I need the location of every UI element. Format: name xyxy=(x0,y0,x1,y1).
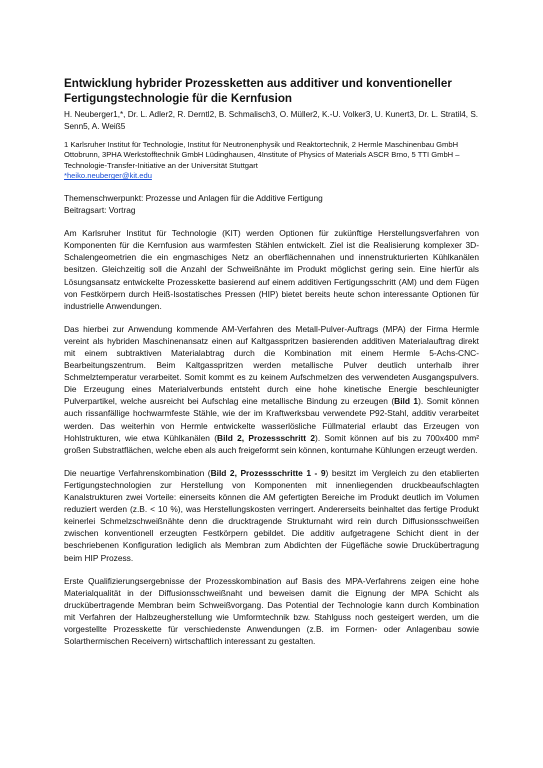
paragraph-intro: Am Karlsruher Institut für Technologie (KIT) werden Optionen für zukünftige Herstellungsverfahren von Komponenten für die Kernfusion aus warmfesten Stählen entwickelt. Ziel ist die Realisierung komplexer 3D-Schalengeometrien die ein engmaschiges Netz an oberflächennahen und innenstrukturierten Kühlkanälen besitzen. Gleichzeitig soll die Anzahl der Schweißnähte im Produkt möglichst gering sein. Eine hierfür als Lösungsansatz entwickelte Prozesskette basierend auf einem additiven Fertigungsschritt (AM) und dem Fügen von Festkörpern durch Heiß-Isostatisches Pressen (HIP) bietet bereits heute schon interessante Optionen für industrielle Anwendungen. xyxy=(64,228,479,311)
figure-ref-bild-2-steps: Bild 2, Prozessschritte 1 - 9 xyxy=(210,467,326,478)
paragraph-text: ). Somit können auf bis zu 700x400 mm² großen Substratflächen, welche eben als auch freigeformt sein können, konturnahe Kühlungen erzeugt werden. xyxy=(64,432,479,455)
affiliations-text: 1 Karlsruher Institut für Technologie, Institut für Neutronenphysik und Reaktortechnik, 2 Hermle Maschinenbau GmbH Ottobrunn, 3PHA Werkstofftechnik GmbH Lüdinghausen, 4Institute of Physics of Materials ASCR Brno, 5 TTI GmbH – Technologie-Transfer-Initiative an der Universität Stuttgart xyxy=(64,139,460,170)
submission-meta xyxy=(64,193,479,216)
contribution-type-line: Beitragsart: Vortrag xyxy=(64,204,136,215)
paragraph-mpa-process xyxy=(64,323,479,456)
figure-ref-bild-2-step-2: Bild 2, Prozessschritt 2 xyxy=(217,432,316,443)
author-list: H. Neuberger1,*, Dr. L. Adler2, R. Derntl2, B. Schmalisch3, O. Müller2, K.-U. Volker3, U. Kunert3, Dr. L. Stratil4, S. Senn5, A. Weiß5 xyxy=(64,110,479,131)
document-page xyxy=(64,76,479,656)
topic-line: Themenschwerpunkt: Prozesse und Anlagen für die Additive Fertigung xyxy=(64,192,323,203)
paragraph-text: Das hierbei zur Anwendung kommende AM-Verfahren des Metall-Pulver-Auftrags (MPA) der Firma Hermle vereint als hybriden Maschinenansatz einen auf Kaltgasspritzen basierenden additiven Materialauftrag direkt mit einem subtraktiven Materialabtrag durch die Kombination mit einem Hermle 5-Achs-CNC-Bearbeitungszentrum. Beim Kaltgasspritzen werden metallische Pulver deutlich unterhalb ihrer Schmelztemperatur verarbeitet. Somit kommt es zu keinem Aufschmelzen des verwendeten Ausgangspulvers. Die Erzeugung eines Materialverbunds entsteht durch eine hohe kinetische Energie beschleunigter Pulverpartikel, welche ausreicht bei Aufschlag eine metallische Bindung zu erzeugen ( xyxy=(64,323,479,407)
paragraph-process-combination xyxy=(64,467,479,564)
paragraph-text: Die neuartige Verfahrenskombination ( xyxy=(64,467,211,478)
figure-ref-bild-1: Bild 1 xyxy=(394,396,419,407)
paragraph-text: ). Somit können auch rissanfällige hochwarmfeste Stähle, wie der im Kraftwerksbau verwendete P92-Stahl, additiv verarbeitet werden. Das weiterhin von Hermle entwickelte wasserlösliche Füllmaterial erlaubt das Erzeugen von Hohlstrukturen, wie etwa Kühlkanälen ( xyxy=(64,396,479,443)
paragraph-results: Erste Qualifizierungsergebnisse der Prozesskombination auf Basis des MPA-Verfahrens zeigen eine hohe Materialqualität in der Diffusionsschweißnaht und beweisen damit die Eignung der MPA Schicht als druckübertragende Membran beim Schweißvorgang. Das Potential der Technologie kann durch Kombination mit Verfahren der Halbzeugherstellung wie Umformtechnik bzw. Stahlguss noch gesteigert werden, um die vorgestellte Prozesskette für verschiedenste Anwendungen (z.B. im Formen- oder Anlagenbau sowie Solarthermischen Receivern) wirtschaftlich interessant zu gestalten. xyxy=(64,575,479,647)
contact-email-link[interactable]: *heiko.neuberger@kit.edu xyxy=(64,171,152,181)
paragraph-text: ) besitzt im Vergleich zu den etablierten Fertigungstechnologien zur Herstellung von Komponenten mit innenliegenden druckbeaufschlagten Kanalstrukturen zwei Vorteile: einerseits können die AM gefertigten Bereiche im Produkt deutlich im Volumen reduziert werden (z.B. < 10 %), was Herstellungskosten verringert. Andererseits beinhaltet das fertige Produkt keinerlei Schmelzschweißnähte denn die drucktragende Strukturnaht wird rein durch Diffusionsschweißen zwischen konventionell erzeugten Festkörpern gebildet. Die additiv aufgetragene Schicht dient in der beschriebenen Konfiguration lediglich als Membran zum Abdichten der Fügefläche sowie Druckübertragung beim HIP Prozess. xyxy=(64,467,479,563)
affiliations-block xyxy=(64,140,479,182)
paper-title: Entwicklung hybrider Prozessketten aus additiver und konventioneller Fertigungstechnologie für die Kernfusion xyxy=(64,77,452,106)
